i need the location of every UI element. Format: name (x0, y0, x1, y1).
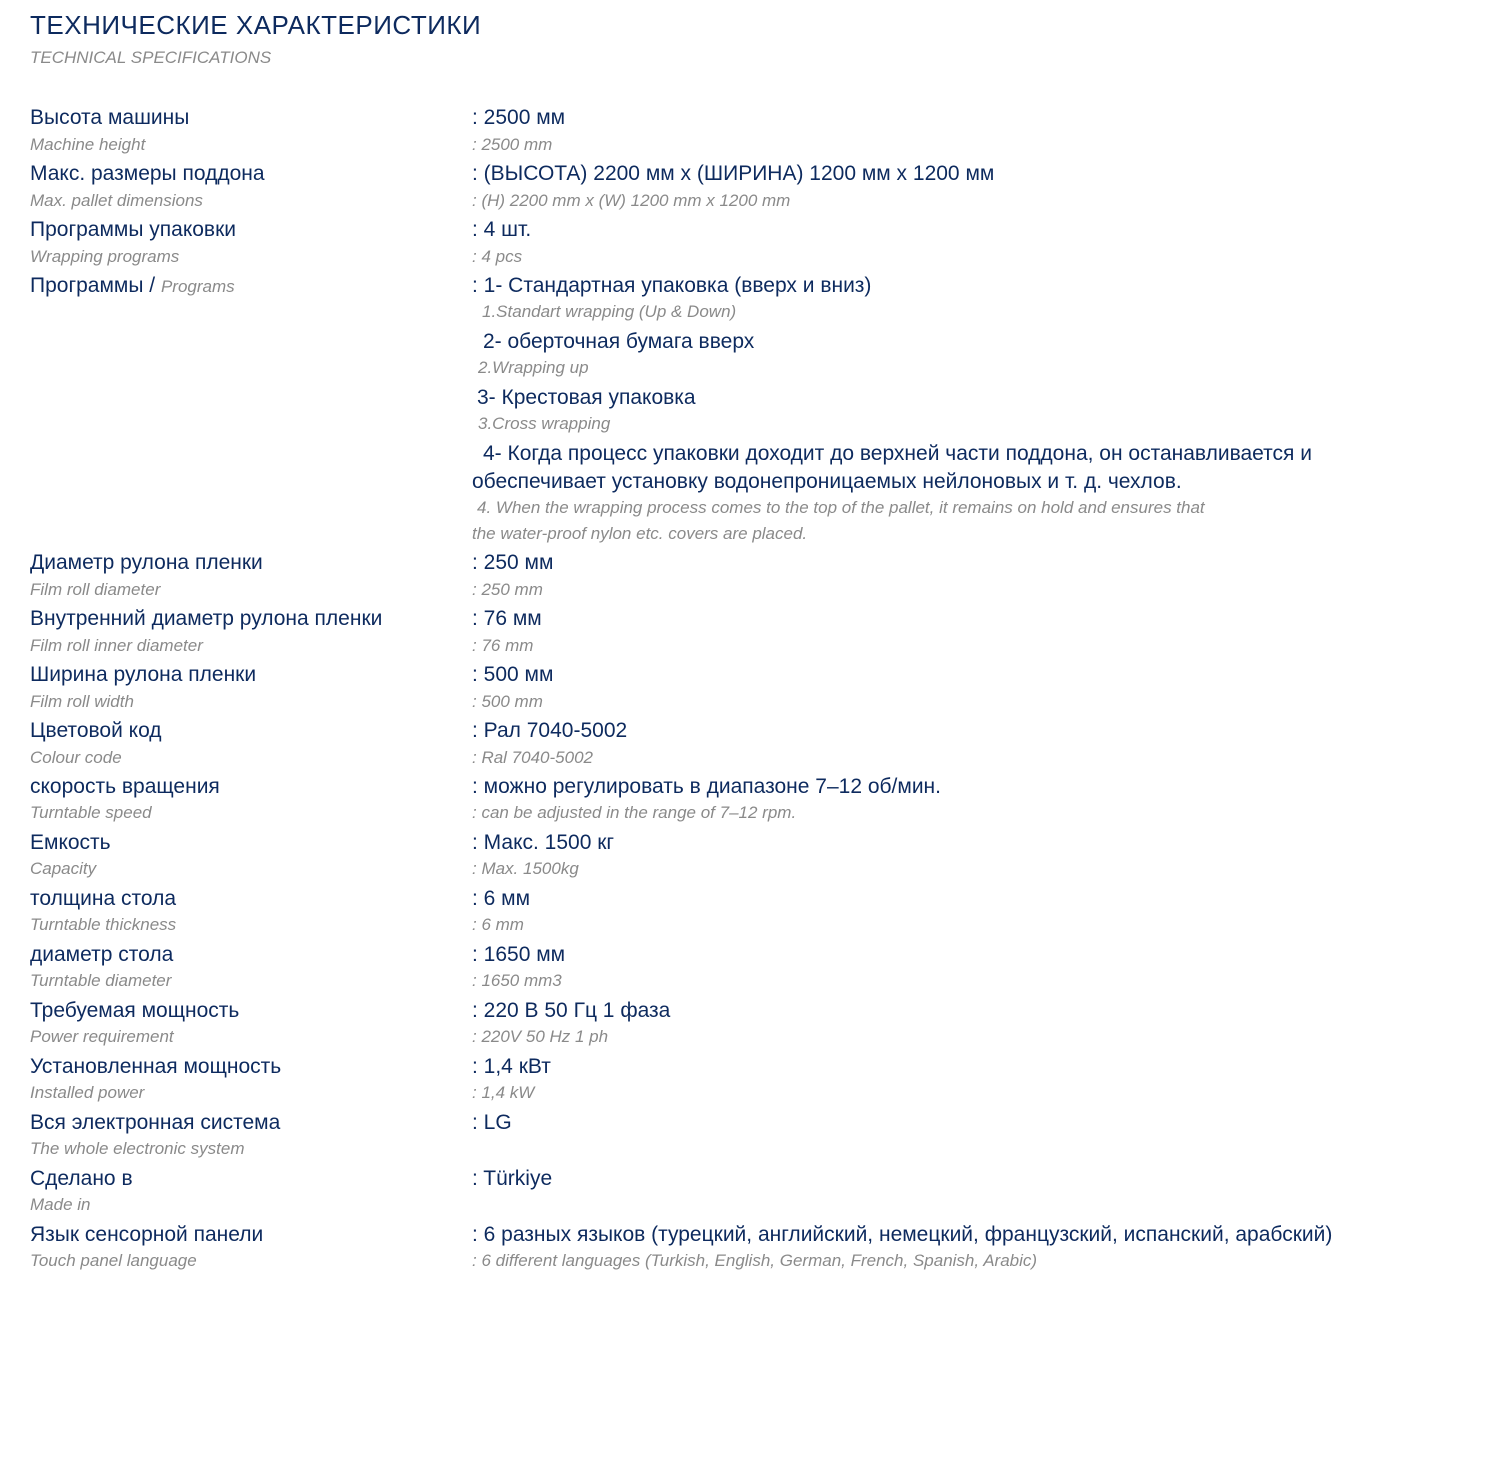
spec-label: Вся электронная система (30, 1111, 281, 1134)
spec-label-en: Turntable speed (30, 803, 152, 822)
program-item: обеспечивает установку водонепроницаемых нейлоновых и т. д. чехлов. (472, 470, 1182, 493)
spec-value: : (ВЫСОТА) 2200 мм x (ШИРИНА) 1200 мм x 1200 мм (472, 162, 995, 185)
spec-value-en: : can be adjusted in the range of 7–12 rpm. (472, 803, 797, 822)
program-item-en: 3.Cross wrapping (478, 414, 611, 433)
programs-label-en: Programs (160, 277, 235, 296)
spec-label-en: Made in (30, 1195, 91, 1214)
spec-label: диаметр стола (30, 943, 174, 966)
spec-label-en: Film roll diameter (30, 580, 161, 599)
spec-value-en: : 6 different languages (Turkish, English, German, French, Spanish, Arabic) (472, 1251, 1038, 1270)
spec-label: Сделано в (30, 1167, 133, 1190)
page-subtitle: TECHNICAL SPECIFICATIONS (30, 48, 272, 67)
program-item: 2- оберточная бумага вверх (483, 330, 755, 353)
spec-value-en: : 220V 50 Hz 1 ph (472, 1027, 609, 1046)
spec-label-en: Turntable diameter (30, 971, 172, 990)
spec-value: : 6 разных языков (турецкий, английский, немецкий, французский, испанский, арабский) (472, 1223, 1333, 1246)
spec-label: Язык сенсорной панели (30, 1223, 264, 1246)
spec-value: : можно регулировать в диапазоне 7–12 об/мин. (472, 775, 941, 798)
spec-label: Макс. размеры поддона (30, 162, 265, 185)
spec-label-en: Film roll width (30, 692, 134, 711)
spec-value: : 250 мм (472, 551, 554, 574)
spec-value-en: : 4 pcs (472, 247, 523, 266)
spec-label: Требуемая мощность (30, 999, 240, 1022)
spec-label: Внутренний диаметр рулона пленки (30, 607, 383, 630)
program-item-en: 2.Wrapping up (478, 358, 589, 377)
spec-value-en: : 250 mm (472, 580, 543, 599)
spec-value-en: : 6 mm (472, 915, 524, 934)
spec-value: : Рал 7040-5002 (472, 719, 628, 742)
spec-label-en: The whole electronic system (30, 1139, 245, 1158)
spec-value-en: : 1,4 kW (472, 1083, 535, 1102)
spec-value: : LG (472, 1111, 512, 1134)
spec-label: Высота машины (30, 106, 190, 129)
program-item-en: 1.Standart wrapping (Up & Down) (482, 302, 737, 321)
spec-value: : 2500 мм (472, 106, 566, 129)
spec-value: : 4 шт. (472, 218, 532, 241)
page-title: ТЕХНИЧЕСКИЕ ХАРАКТЕРИСТИКИ (30, 10, 482, 40)
spec-label: Программы упаковки (30, 218, 237, 241)
spec-label-en: Film roll inner diameter (30, 636, 203, 655)
spec-value-en: : Ral 7040-5002 (472, 748, 593, 767)
program-item-en: 4. When the wrapping process comes to the top of the pallet, it remains on hold and ensures that (477, 498, 1205, 517)
spec-value: : 76 мм (472, 607, 542, 630)
spec-value-en: : Max. 1500kg (472, 859, 579, 878)
spec-value: : 6 мм (472, 887, 531, 910)
spec-value: : 1650 мм (472, 943, 566, 966)
program-item: 3- Крестовая упаковка (477, 386, 696, 409)
spec-label: Цветовой код (30, 719, 162, 742)
spec-label-en: Wrapping programs (30, 247, 180, 266)
spec-value: : 1,4 кВт (472, 1055, 551, 1078)
program-item: : 1- Стандартная упаковка (вверх и вниз) (472, 274, 872, 297)
spec-value: : Türkiye (472, 1167, 553, 1190)
spec-label-en: Turntable thickness (30, 915, 177, 934)
spec-value: : 500 мм (472, 663, 554, 686)
spec-label-en: Touch panel language (30, 1251, 197, 1270)
spec-value-en: : 76 mm (472, 636, 534, 655)
spec-label-en: Capacity (30, 859, 97, 878)
spec-label-en: Installed power (30, 1083, 145, 1102)
spec-label-en: Colour code (30, 748, 122, 767)
programs-label-ru: Программы / (30, 274, 161, 297)
spec-value: : Макс. 1500 кг (472, 831, 615, 854)
spec-label-en: Power requirement (30, 1027, 174, 1046)
spec-value: : 220 В 50 Гц 1 фаза (472, 999, 671, 1022)
program-item: 4- Когда процесс упаковки доходит до верхней части поддона, он останавливается и (483, 442, 1312, 465)
programs-label (30, 274, 235, 299)
spec-value-en: : 2500 mm (472, 135, 553, 154)
spec-label-en: Machine height (30, 135, 146, 154)
spec-label: Емкость (30, 831, 111, 854)
spec-label-en: Max. pallet dimensions (30, 191, 203, 210)
spec-label: скорость вращения (30, 775, 220, 798)
spec-label: Диаметр рулона пленки (30, 551, 263, 574)
spec-label: Ширина рулона пленки (30, 663, 257, 686)
spec-value-en: : 1650 mm3 (472, 971, 562, 990)
spec-label: Установленная мощность (30, 1055, 282, 1078)
spec-value-en: : (H) 2200 mm x (W) 1200 mm x 1200 mm (472, 191, 791, 210)
spec-value-en: : 500 mm (472, 692, 543, 711)
spec-label: толщина стола (30, 887, 177, 910)
program-item-en: the water-proof nylon etc. covers are placed. (472, 524, 808, 543)
